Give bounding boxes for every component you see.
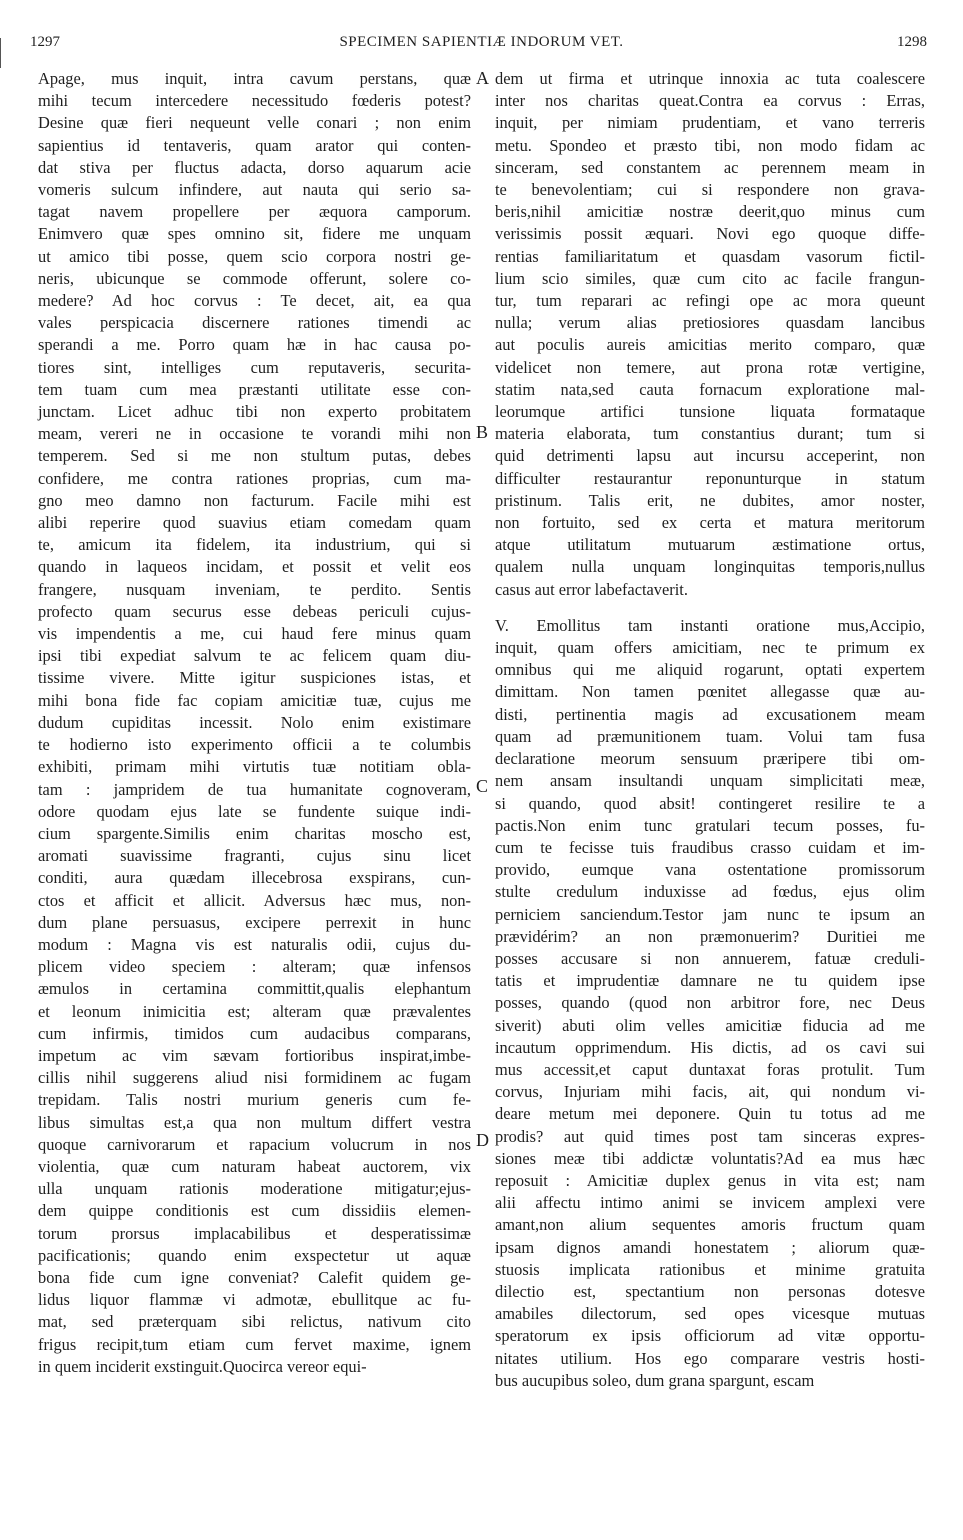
- page-header: [0, 34, 963, 56]
- text-line: te, amicum ita fidelem, ita industrium, qui si: [38, 535, 471, 555]
- section-marker-a: A: [476, 68, 489, 88]
- text-line: junctam. Licet adhuc tibi non experto probitatem: [38, 402, 471, 422]
- text-line: ut amico tibi posse, quem scio corpora nostri ge-: [38, 246, 471, 266]
- text-line: violentia, quæ cum naturam habeat auctorem, vix: [38, 1156, 471, 1176]
- text-line: cum te fecisse tuis fraudibus crasso cuidam et im-: [495, 837, 925, 857]
- text-line: dem quippe conditionis est cum dissidiis elemen-: [38, 1201, 471, 1221]
- text-line: torum prorsus implacabilibus et desperatissimæ: [38, 1223, 471, 1243]
- text-line: provido, eumque vana ostentatione promissorum: [495, 860, 925, 880]
- text-line: in quem inciderit exstinguit.Quocirca vereor equi-: [38, 1356, 367, 1376]
- text-line: frigus recipit,tum etiam cum fervet maxime, ignem: [38, 1334, 471, 1354]
- text-line: ctos et afficit et allicit. Adversus hæc mus, non-: [38, 890, 471, 910]
- text-line: mus accessit,et caput duntaxat foras protulit. Tum: [495, 1059, 925, 1079]
- text-line: qualem nulla unquam longinquitas temporis,nullus: [495, 557, 925, 577]
- text-line: casus aut error labefactaverit.: [495, 579, 688, 599]
- text-line: leorumque artifici tunsione liquata formataque: [495, 402, 925, 422]
- text-line: ulla unquam rationis moderatione mitigatur;ejus-: [38, 1179, 471, 1199]
- text-line: tatis et imprudentiæ damnare ne tu quidem ipse: [495, 971, 925, 991]
- text-line: ipsi tibi expediat salvum te ac felicem quam diu-: [38, 646, 471, 666]
- text-line: stuosis implicata rationibus et minime gratuita: [495, 1259, 925, 1279]
- text-line: et leonum inimicitia est; alteram quæ prævalentes: [38, 1001, 471, 1021]
- text-line: dimittam. Non tamen pœnitet allegasse quæ au-: [495, 682, 925, 702]
- text-line: trepidam. Talis nostri murium generis cum fe-: [38, 1090, 471, 1110]
- text-line: mat, sed præterquam sibi relictus, nativum cito: [38, 1312, 471, 1332]
- text-line: frangere, nusquam inveniam, te perdito. Sentis: [38, 579, 471, 599]
- text-line: sperandi a me. Porro quam hæ in hac causa po-: [38, 335, 471, 355]
- text-line: dum plane persuasus, excipere perrexit in hunc: [38, 912, 471, 932]
- text-line: modum : Magna vis est naturalis odii, cujus du-: [38, 934, 471, 954]
- text-line: dem ut firma et utrinque innoxia ac tuta coalescere: [495, 69, 925, 88]
- text-line: difficulter restaurantur reponunturque in statum: [495, 468, 925, 488]
- text-line: tam : jampridem de tua humanitate cognoveram,: [38, 779, 471, 799]
- right-column: [495, 68, 925, 1392]
- text-line: neris, ubicunque se commode offerunt, solere co-: [38, 268, 471, 288]
- text-line: inquit, per nimiam prudentiam, et vano terreris: [495, 113, 925, 133]
- text-line: materia elaborata, tum constantius durant; tum si: [495, 424, 925, 444]
- text-line: nulla; verum alias pretiosiores quasdam lancibus: [495, 313, 925, 333]
- right-column-paragraph-2: [495, 615, 925, 1392]
- text-line: verissimis possit æquari. Novi ego quoque diffe-: [495, 224, 925, 244]
- section-marker-d: D: [476, 1130, 489, 1150]
- text-line: inquit, quam offers amicitiam, nec te primum ex: [495, 638, 925, 658]
- text-line: tiores sint, intelliges cum reputaveris, securita-: [38, 357, 471, 377]
- text-line: amant,non alium sequentes amoris fructum quam: [495, 1215, 925, 1235]
- text-line: bona fide cum igne conveniat? Calefit quidem ge-: [38, 1267, 471, 1287]
- text-line: incautum opprimendum. His dictis, ad os cavi sui: [495, 1037, 925, 1057]
- text-line: Desine quæ fieri nequeunt velle conari ; non enim: [38, 113, 471, 133]
- text-line: rentias familiaritatum et quasdam vasorum fictil-: [495, 246, 925, 266]
- text-line: deare metum mei deponere. Quin tu totus ad me: [495, 1104, 925, 1124]
- text-line: te hodierno isto experimento officii a te columbis: [38, 735, 471, 755]
- text-line: aromati suavissime fragranti, cujus sinu licet: [38, 846, 471, 866]
- text-line: medere? Ad hoc corvus : Te decet, ait, ea qua: [38, 291, 471, 311]
- text-line: tem tuam cum mea præstanti utilitate esse con-: [38, 379, 471, 399]
- text-line: cium spargente.Similis enim charitas moscho est,: [38, 823, 471, 843]
- right-column-paragraph-1: [495, 68, 925, 601]
- text-line: amabiles dilectorum, sed opes vicesque mutuas: [495, 1304, 925, 1324]
- text-line: conditi, aura quædam illecebrosa exspirans, cun-: [38, 868, 471, 888]
- text-line: æmulos in certamina committit,qualis elephantum: [38, 979, 471, 999]
- text-line: sapientius id tentaveris, quam arator qui conten-: [38, 135, 471, 155]
- text-line: si quando, quod absit! contingeret resilire te a: [495, 793, 925, 813]
- text-line: stulte credulum induxisse ad fœdus, ejus olim: [495, 882, 925, 902]
- text-line: pristinum. Talis erit, ne dubites, amor noster,: [495, 490, 925, 510]
- text-line: cillis nihil suggerens aliud nisi formidinem ac fugam: [38, 1068, 471, 1088]
- text-line: gno meo damno non facturum. Facile mihi est: [38, 490, 471, 510]
- text-line: pacificationis; quando enim exspectetur ut aquæ: [38, 1245, 471, 1265]
- text-line: quid detrimenti lapsu aut incursu acceperint, non: [495, 446, 925, 466]
- text-line: tissime vivere. Mitte igitur suspiciones istas, et: [38, 668, 471, 688]
- text-line: omnibus qui me aliquid rogarunt, optati expertem: [495, 660, 925, 680]
- text-line: cum infirmis, timidos cum audacibus comparans,: [38, 1023, 471, 1043]
- text-line: inter nos charitas queat.Contra ea corvus : Erras,: [495, 91, 925, 111]
- text-line: statim nata,sed cauta fornacum exploratione mal-: [495, 379, 925, 399]
- text-line: profecto quam securus esse debeas periculi cujus-: [38, 601, 471, 621]
- left-column: [38, 68, 471, 1378]
- text-line: metu. Spondeo et præsto tibi, non modo fidam ac: [495, 135, 925, 155]
- text-line: posses, quando (quod non arbitror fore, nec Deus: [495, 993, 925, 1013]
- text-line: speratorum ex ipsis officiorum ad vitæ opportu-: [495, 1326, 925, 1346]
- text-line: lidus liquor flammæ vi admotæ, ebullitque ac fu-: [38, 1290, 471, 1310]
- text-line: reposuit : Amicitiæ duplex genus in vita est; nam: [495, 1170, 925, 1190]
- text-line: posses accusare si non annuerem, fatuæ creduli-: [495, 948, 925, 968]
- text-line: meam, vereri ne in occasione te vorandi mihi non: [38, 424, 471, 444]
- text-line: quam ad præmunitionem tuam. Volui tam fusa: [495, 726, 925, 746]
- section-marker-b: B: [476, 422, 489, 442]
- text-line: dat stiva per fluctus adacta, dorso aquarum acie: [38, 157, 471, 177]
- page-number-left: 1297: [30, 34, 60, 50]
- text-line: Enimvero quæ spes omnino sit, fidere me unquam: [38, 224, 471, 244]
- text-line: bus aucupibus soleo, dum grana spargunt, escam: [495, 1370, 815, 1390]
- text-line: dilectio est, spectantium non personas dotesve: [495, 1281, 925, 1301]
- text-line: pactis.Non enim tunc gratulari tecum posses, fu-: [495, 815, 925, 835]
- text-line: plicem video speciem : alteram; quæ infensos: [38, 957, 471, 977]
- text-line: lium scio similes, quæ cum cito ac facile frangun-: [495, 268, 925, 288]
- text-line: temperem. Sed si me non stultum putas, debes: [38, 446, 471, 466]
- text-line: videlicet non temere, aut prona rotæ vertigine,: [495, 357, 925, 377]
- text-line: siones meæ tibi addictæ voluntatis?Ad ea mus hæc: [495, 1148, 925, 1168]
- text-line: vis impendentis a me, cui haud fere minus quam: [38, 624, 471, 644]
- text-line: mihi tecum intercedere necessitudo fœderis potest?: [38, 91, 471, 111]
- text-line: sinceram, sed constantem ac perennem meam in: [495, 157, 925, 177]
- text-line: dudum cupiditas incessit. Nolo enim existimare: [38, 712, 471, 732]
- text-line: perniciem sanciendum.Testor jam nunc te ipsum an: [495, 904, 925, 924]
- text-line: exhibiti, primam mihi virtutis tuæ notitiam obla-: [38, 757, 471, 777]
- text-line: nem ansam insultandi unquam simplicitati meæ,: [495, 771, 925, 791]
- text-line: vomeris sulcum infindere, aut nauta qui serio sa-: [38, 180, 471, 200]
- text-line: prævidérim? an non præmonuerim? Duritiei me: [495, 926, 925, 946]
- text-line: libus simultas est,a qua non multum differt vestra: [38, 1112, 471, 1132]
- text-line: alibi reperire quod suavius etiam comedam quam: [38, 513, 471, 533]
- text-line: siverit) abuti olim velles amicitiæ fiducia ad me: [495, 1015, 925, 1035]
- text-line: ipsam dignos amandi honestatem ; aliorum quæ-: [495, 1237, 925, 1257]
- text-line: Apage, mus inquit, intra cavum perstans, quæ: [38, 69, 471, 88]
- text-line: aut poculis aureis amicitias merito comparo, quæ: [495, 335, 925, 355]
- section-marker-c: C: [476, 776, 489, 796]
- text-line: vales perspicacia discernere rationes timendi ac: [38, 313, 471, 333]
- text-line: declaratione meorum sensuum præripere tibi om-: [495, 749, 925, 769]
- text-line: disti, pertinentia magis ad excusationem meam: [495, 704, 925, 724]
- text-line: quoque carnivorarum et rapacium volucrum in nos: [38, 1134, 471, 1154]
- text-line: V. Emollitus tam instanti oratione mus,Accipio,: [495, 615, 925, 635]
- text-line: tur, tum reparari ac refingi ope ac mora queunt: [495, 291, 925, 311]
- text-line: tagat navem propellere per æquora camporum.: [38, 202, 471, 222]
- text-line: prodis? aut quid times post tam sinceras expres-: [495, 1126, 925, 1146]
- text-line: te benevolentiam; cui si respondere non grava-: [495, 180, 925, 200]
- text-line: non fortuito, sed ex certa et matura meritorum: [495, 513, 925, 533]
- text-line: alii affectu intimo animi se invicem amplexi vere: [495, 1193, 925, 1213]
- text-line: quando in laqueos incidam, et possit et velit eos: [38, 557, 471, 577]
- text-line: odore quodam ejus late se fundente suique indi-: [38, 801, 471, 821]
- text-line: nitates utilium. Hos ego comparare vestris hosti-: [495, 1348, 925, 1368]
- text-line: corvus, Injuriam mihi facis, ait, qui nondum vi-: [495, 1082, 925, 1102]
- text-line: impetum ac vim sævam fortioribus inspirat,imbe-: [38, 1045, 471, 1065]
- text-line: confidere, me contra rationes proprias, cum ma-: [38, 468, 471, 488]
- page-number-right: 1298: [897, 34, 927, 50]
- text-line: beris,nihil amicitiæ nostræ deerit,quo minus cum: [495, 202, 925, 222]
- text-line: mihi bona fide fac copiam amicitiæ tuæ, cujus me: [38, 690, 471, 710]
- text-line: atque utilitatum mutuarum æstimatione ortus,: [495, 535, 925, 555]
- running-title: SPECIMEN SAPIENTIÆ INDORUM VET.: [339, 34, 624, 50]
